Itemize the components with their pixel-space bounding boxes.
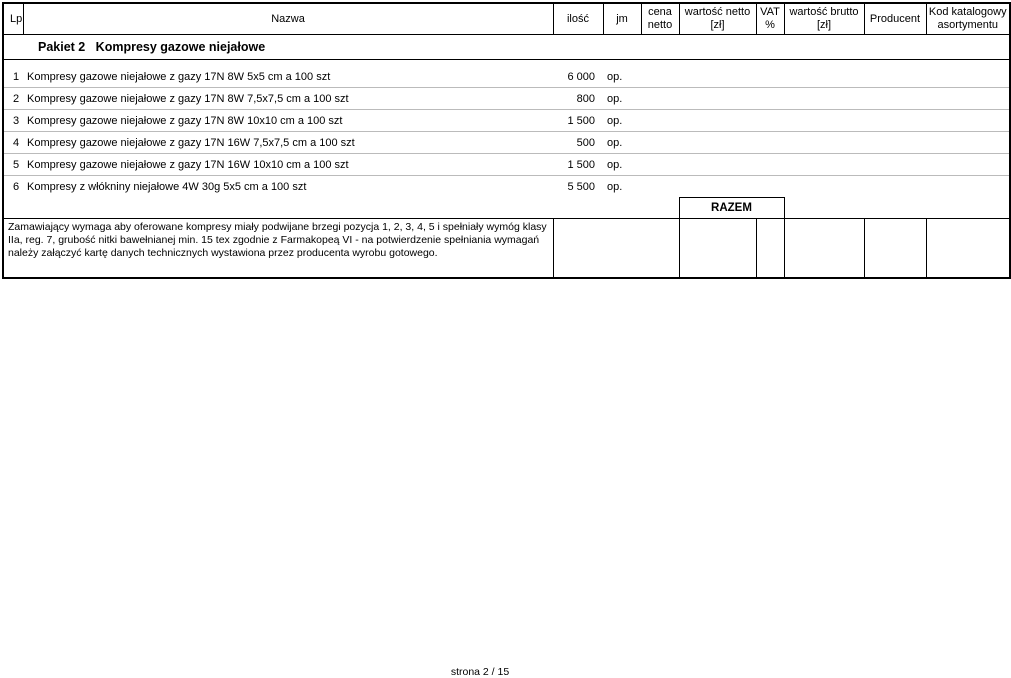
sum-kod-cell	[926, 219, 1010, 279]
price-table	[2, 2, 1011, 279]
header-nazwa: Nazwa	[23, 3, 553, 35]
header-producent: Producent	[864, 3, 926, 35]
table-row	[3, 88, 1010, 110]
table-row	[3, 66, 1010, 88]
row-ilosc: 6 000	[553, 66, 603, 88]
note-row	[3, 219, 1010, 279]
row-jm: op.	[603, 110, 641, 132]
row-nazwa: Kompresy gazowe niejałowe z gazy 17N 8W 7,5x7,5 cm a 100 szt	[23, 88, 553, 110]
razem-row	[3, 198, 1010, 219]
sum-producent-cell	[864, 219, 926, 279]
header-jm: jm	[603, 3, 641, 35]
table-row	[3, 154, 1010, 176]
header-kod	[926, 3, 1010, 35]
header-vat-line2: %	[765, 19, 775, 31]
requirements-note: Zamawiający wymaga aby oferowane kompresy miały podwijane brzegi pozycja 1, 2, 3, 4, 5 i spełniały wymóg klasy IIa, reg. 7, grubość nitki bawełnianej min. 15 tex zgodnie z Farmakopeą VI - na potwierdzenie spełniania wymagań należy załączyć kartę danych technicznych wystawiona przez producenta wyrobu gotowego.	[3, 219, 553, 279]
header-wartosc-brutto-line2: [zł]	[816, 19, 832, 31]
header-kod-line2: asortymentu	[937, 19, 999, 31]
row-lp: 2	[3, 88, 23, 110]
header-row	[3, 3, 1010, 35]
row-nazwa: Kompresy z włókniny niejałowe 4W 30g 5x5 cm a 100 szt	[27, 180, 307, 193]
price-table-container	[2, 2, 1007, 279]
row-ilosc: 1 500	[553, 154, 603, 176]
row-ilosc: 800	[553, 88, 603, 110]
sum-brutto-cell	[784, 219, 864, 279]
header-wartosc-netto-line2: [zł]	[710, 19, 725, 31]
table-row	[3, 176, 1010, 198]
row-ilosc: 1 500	[553, 110, 603, 132]
sum-netto-cell	[679, 219, 756, 279]
row-lp: 4	[3, 132, 23, 154]
header-wartosc-netto-line1: wartość netto	[684, 6, 751, 18]
row-lp: 5	[3, 154, 23, 176]
header-wartosc-netto	[679, 3, 756, 35]
header-cena-netto-line1: cena	[648, 6, 672, 18]
row-jm: op.	[603, 66, 641, 88]
header-kod-line1: Kod katalogowy	[928, 6, 1007, 18]
header-cena-netto-line2: netto	[647, 19, 673, 31]
razem-label: RAZEM	[679, 198, 784, 219]
header-lp: Lp	[3, 3, 23, 35]
header-vat	[756, 3, 784, 35]
row-nazwa: Kompresy gazowe niejałowe z gazy 17N 8W 10x10 cm a 100 szt	[23, 110, 553, 132]
row-lp: 3	[3, 110, 23, 132]
table-row	[3, 132, 1010, 154]
row-jm: op.	[603, 88, 641, 110]
row-lp: 1	[3, 66, 23, 88]
row-nazwa: Kompresy gazowe niejałowe z gazy 17N 16W 10x10 cm a 100 szt	[23, 154, 553, 176]
row-nazwa: Kompresy gazowe niejałowe z gazy 17N 16W 7,5x7,5 cm a 100 szt	[23, 132, 553, 154]
header-ilosc: ilość	[553, 3, 603, 35]
package-row	[3, 35, 1010, 60]
page-number: strona 2 / 15	[450, 666, 510, 678]
table-row	[3, 110, 1010, 132]
header-cena-netto	[641, 3, 679, 35]
row-nazwa: Kompresy gazowe niejałowe z gazy 17N 8W 5x5 cm a 100 szt	[23, 66, 553, 88]
header-vat-line1: VAT	[760, 6, 780, 18]
row-ilosc: 500	[553, 132, 603, 154]
package-title: Pakiet 2 Kompresy gazowe niejałowe	[3, 35, 1010, 60]
row-lp: 6	[13, 180, 20, 193]
row-jm: op.	[607, 180, 623, 193]
row-jm: op.	[603, 132, 641, 154]
sum-vat-cell	[756, 219, 784, 279]
header-wartosc-brutto	[784, 3, 864, 35]
row-ilosc: 5 500	[567, 180, 595, 193]
row-jm: op.	[603, 154, 641, 176]
header-wartosc-brutto-line1: wartość brutto	[789, 6, 859, 18]
